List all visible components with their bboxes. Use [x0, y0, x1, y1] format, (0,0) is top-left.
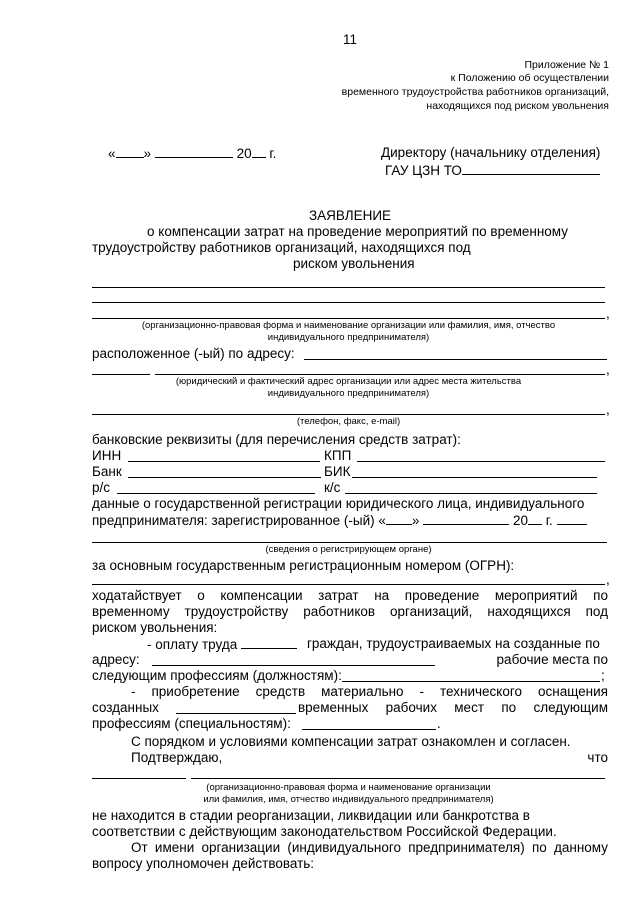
- equip-created-label: созданных: [92, 700, 159, 715]
- addressee-blank: [462, 162, 600, 175]
- addressee-org: ГАУ ЦЗН ТО: [385, 163, 462, 178]
- hint-address-line-1: (юридический и фактический адрес организации или адрес места жительства: [175, 376, 522, 387]
- reg-body-blank-line: [92, 542, 607, 543]
- pay-blank: [241, 636, 297, 649]
- equip-end: .: [437, 716, 441, 731]
- ogrn-blank-line: [92, 584, 605, 585]
- reg-year-blank: [528, 512, 542, 525]
- bank-label: Банк: [92, 464, 122, 479]
- hint-address-line-2: индивидуального предпринимателя): [267, 388, 430, 399]
- pay-text: граждан, трудоустраиваемых на созданные по: [307, 636, 600, 651]
- document-title: ЗАЯВЛЕНИЕ: [308, 208, 392, 223]
- address-blank-line-1: [304, 359, 607, 360]
- inn-label: ИНН: [92, 448, 122, 463]
- not-reorg-line-1: не находится в стадии реорганизации, ликвидации или банкротства в: [92, 808, 530, 823]
- registration-text: предпринимателя: зарегистрированное (-ый) «: [92, 513, 386, 528]
- reg-close-quote: »: [411, 513, 420, 528]
- ks-label: к/с: [324, 480, 341, 495]
- reg-year-prefix: 20: [512, 513, 528, 528]
- day-blank: [116, 145, 144, 158]
- pay-label: - оплату труда: [147, 637, 238, 652]
- inn-blank: [128, 461, 320, 462]
- petition-line-2: временному трудоустройству работников организаций, находящихся под: [92, 604, 608, 619]
- bik-label: БИК: [324, 464, 351, 479]
- bank-blank: [128, 477, 321, 478]
- comma: ,: [606, 402, 610, 417]
- bik-blank: [352, 477, 597, 478]
- appendix-line-4: находящихся под риском увольнения: [426, 100, 609, 112]
- comma: ,: [606, 306, 610, 321]
- address-blank-line-2a: [92, 374, 150, 375]
- reg-month-blank: [423, 512, 509, 525]
- petition-line-3: риском увольнения:: [92, 620, 218, 635]
- equip-line-2: временных рабочих мест по следующим: [298, 700, 608, 715]
- addr-label: адресу:: [92, 652, 140, 667]
- kpp-blank: [357, 461, 605, 462]
- hint-org2-line-1: (организационно-правовая форма и наименование организации: [206, 782, 491, 793]
- petition-line-1: ходатайствует о компенсации затрат на проведение мероприятий по: [92, 588, 608, 603]
- date-line: [108, 145, 276, 162]
- equip-prof-label: профессиям (специальностям):: [92, 716, 291, 731]
- date-close-quote: »: [143, 146, 152, 161]
- hint-contacts: (телефон, факс, e-mail): [296, 416, 401, 427]
- addressee-line-2: [385, 162, 600, 179]
- appendix-line-3: временного трудоустройства работников организаций,: [341, 86, 609, 98]
- hint-reg-body: (сведения о регистрирующем органе): [265, 544, 432, 555]
- equip-prof-blank: [302, 729, 436, 730]
- hint-org-line-1: (организационно-правовая форма и наименование организации или фамилия, имя, отчество: [141, 320, 556, 331]
- prof-end: ;: [601, 668, 605, 683]
- bank-details-label: банковские реквизиты (для перечисления средств затрат):: [92, 432, 461, 447]
- reg-day-blank: [386, 512, 412, 525]
- appendix-line-2: к Положению об осуществлении: [450, 72, 609, 84]
- rs-blank: [117, 493, 315, 494]
- page-number: 11: [342, 32, 357, 47]
- subject-line-2: трудоустройству работников организаций, находящихся под: [92, 240, 471, 255]
- authorized-line-1: От имени организации (индивидуального предпринимателя) по данному: [131, 840, 608, 855]
- ks-blank: [345, 493, 597, 494]
- reg-year-suffix: г.: [542, 513, 553, 528]
- addressee-line-1: Директору (начальнику отделения): [381, 145, 601, 160]
- confirm-label: Подтверждаю,: [131, 750, 223, 765]
- agree-text: С порядком и условиями компенсации затрат ознакомлен и согласен.: [131, 734, 571, 749]
- registration-line-2: [92, 512, 587, 529]
- month-blank: [155, 145, 233, 158]
- address-blank-line-2b: [155, 374, 605, 375]
- contacts-blank-line: [92, 414, 605, 415]
- addr-blank: [152, 665, 435, 666]
- org2-blank-line-a: [92, 778, 186, 779]
- subject-line-3: риском увольнения: [293, 256, 415, 271]
- year-blank: [252, 145, 266, 158]
- subject-line-1: о компенсации затрат на проведение мероприятий по временному: [147, 224, 568, 239]
- ogrn-label: за основным государственным регистрационным номером (ОГРН):: [92, 558, 515, 573]
- appendix-line-1: Приложение № 1: [524, 59, 609, 71]
- year-suffix: г.: [265, 146, 277, 161]
- equip-line-1: - приобретение средств материально - технического оснащения: [131, 684, 608, 699]
- registration-line-1: данные о государственной регистрации юридического лица, индивидуального: [92, 496, 585, 511]
- year-prefix: 20: [236, 146, 252, 161]
- comma: ,: [606, 572, 610, 587]
- equip-blank: [176, 713, 296, 714]
- kpp-label: КПП: [324, 448, 352, 463]
- confirm-that: что: [587, 750, 608, 765]
- addr-text: рабочие места по: [496, 652, 608, 667]
- hint-org-line-2: индивидуального предпринимателя): [267, 332, 430, 343]
- org-blank-line-2: [92, 302, 605, 303]
- prof-blank: [342, 681, 600, 682]
- not-reorg-line-2: соответствии с действующим законодательством Российской Федерации.: [92, 824, 557, 839]
- org2-blank-line-b: [191, 778, 605, 779]
- reg-extra-blank: [557, 512, 587, 525]
- pay-line: [147, 636, 297, 653]
- comma: ,: [606, 362, 610, 377]
- rs-label: р/с: [92, 480, 111, 495]
- date-open-quote: «: [108, 146, 116, 161]
- located-label: расположенное (-ый) по адресу:: [92, 346, 295, 361]
- org-blank-line-3: [92, 318, 605, 319]
- org-blank-line-1: [92, 287, 605, 288]
- hint-org2-line-2: или фамилия, имя, отчество индивидуального предпринимателя): [203, 794, 494, 805]
- authorized-line-2: вопросу уполномочен действовать:: [92, 856, 315, 871]
- prof-label: следующим профессиям (должностям):: [92, 668, 342, 683]
